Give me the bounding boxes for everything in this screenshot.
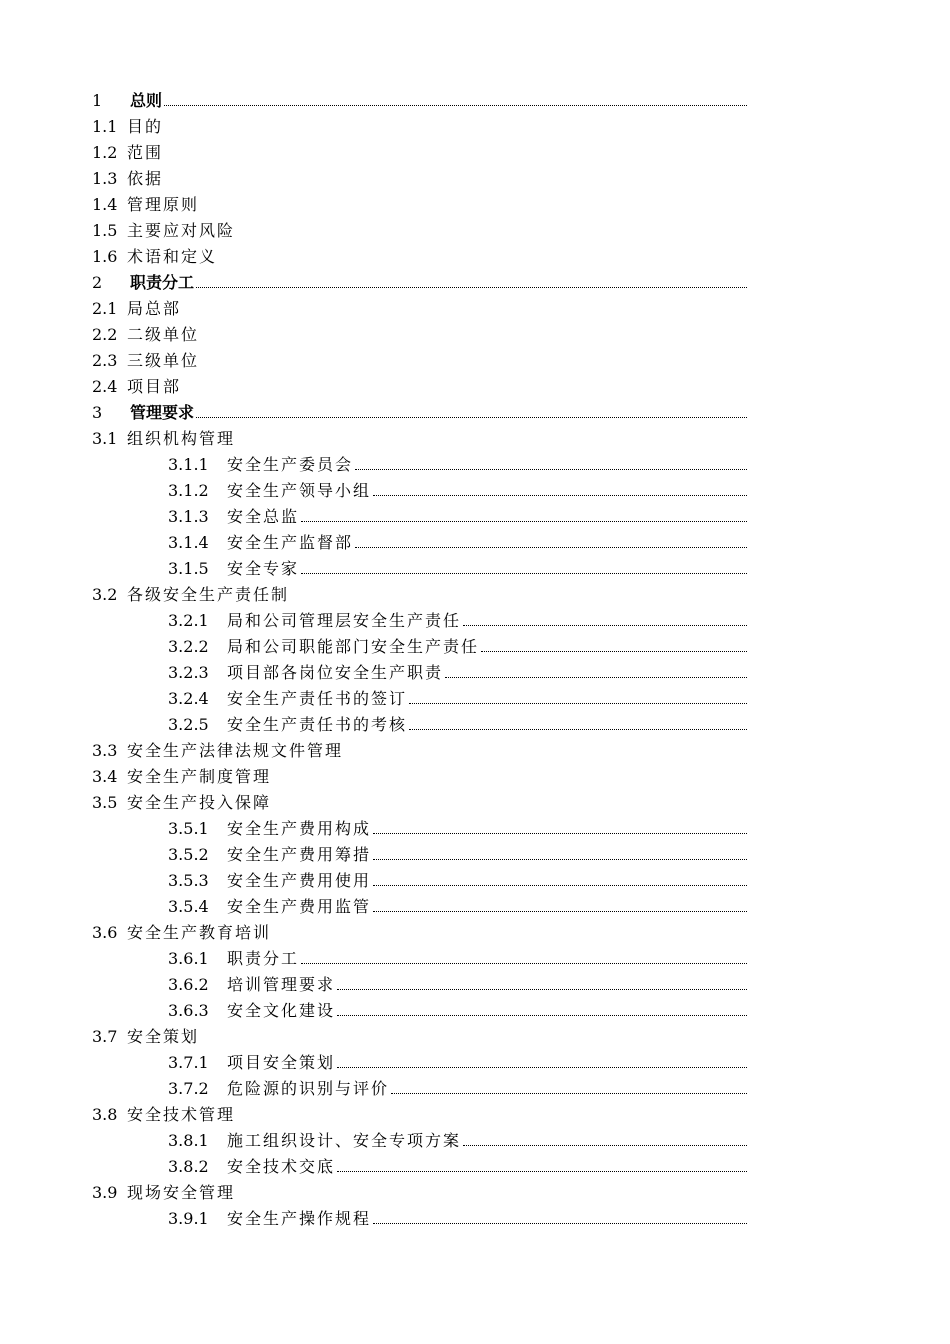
toc-dot-leader [337, 1015, 747, 1016]
toc-dot-leader [373, 495, 747, 496]
toc-entry[interactable] [0, 816, 950, 842]
toc-entry-title: 安全生产领导小组 [227, 481, 372, 500]
toc-entry-number: 3.8.1 [168, 1131, 209, 1150]
toc-entry-number: 3.4 [92, 767, 118, 786]
toc-entry-number: 3 [92, 403, 103, 422]
toc-entry-title: 三级单位 [127, 351, 200, 370]
toc-entry-title: 安全总监 [227, 507, 300, 526]
toc-entry[interactable] [0, 192, 950, 218]
toc-dot-leader [196, 417, 747, 418]
toc-entry-number: 3.1.5 [168, 559, 209, 578]
toc-entry-number: 1 [92, 91, 103, 110]
toc-entry[interactable] [0, 218, 950, 244]
toc-entry-number: 3.2 [92, 585, 118, 604]
toc-entry[interactable] [0, 166, 950, 192]
toc-entry[interactable] [0, 1050, 950, 1076]
toc-entry-number: 3.2.5 [168, 715, 209, 734]
toc-entry[interactable] [0, 348, 950, 374]
toc-entry-number: 3.9.1 [168, 1209, 209, 1228]
toc-entry[interactable] [0, 920, 950, 946]
toc-dot-leader [373, 885, 747, 886]
toc-entry-title: 安全生产制度管理 [127, 767, 272, 786]
toc-entry[interactable] [0, 1154, 950, 1180]
toc-entry-number: 2.3 [92, 351, 118, 370]
toc-entry-title: 安全生产责任书的考核 [227, 715, 408, 734]
toc-entry[interactable] [0, 1128, 950, 1154]
toc-dot-leader [337, 1171, 747, 1172]
toc-entry-title: 项目部 [127, 377, 182, 396]
toc-entry[interactable] [0, 426, 950, 452]
toc-entry[interactable] [0, 400, 950, 426]
toc-entry-number: 3.7.1 [168, 1053, 209, 1072]
toc-entry-number: 3.5.1 [168, 819, 209, 838]
toc-dot-leader [196, 287, 747, 288]
toc-entry-number: 3.2.2 [168, 637, 209, 656]
toc-entry-title: 安全生产责任书的签订 [227, 689, 408, 708]
toc-entry-number: 2.4 [92, 377, 118, 396]
toc-dot-leader [337, 1067, 747, 1068]
toc-entry[interactable] [0, 582, 950, 608]
toc-entry-number: 3.6 [92, 923, 118, 942]
toc-entry[interactable] [0, 946, 950, 972]
toc-entry-number: 3.7.2 [168, 1079, 209, 1098]
toc-entry-number: 1.5 [92, 221, 118, 240]
toc-entry-number: 3.1 [92, 429, 118, 448]
toc-entry[interactable] [0, 1102, 950, 1128]
toc-entry-title: 术语和定义 [127, 247, 218, 266]
toc-entry-title: 二级单位 [127, 325, 200, 344]
toc-entry-number: 3.3 [92, 741, 118, 760]
toc-entry-number: 3.1.1 [168, 455, 209, 474]
toc-dot-leader [355, 547, 747, 548]
toc-entry-title: 主要应对风险 [127, 221, 236, 240]
toc-entry-number: 3.5.4 [168, 897, 209, 916]
toc-entry-number: 1.4 [92, 195, 118, 214]
toc-entry[interactable] [0, 660, 950, 686]
toc-entry-number: 1.6 [92, 247, 118, 266]
toc-entry-title: 职责分工 [130, 273, 195, 292]
toc-entry-title: 安全生产委员会 [227, 455, 354, 474]
toc-entry-number: 3.5.2 [168, 845, 209, 864]
toc-entry-number: 3.8.2 [168, 1157, 209, 1176]
toc-entry-number: 2.1 [92, 299, 118, 318]
toc-entry-number: 3.6.2 [168, 975, 209, 994]
toc-entry[interactable] [0, 88, 950, 114]
toc-dot-leader [373, 859, 747, 860]
toc-entry[interactable] [0, 504, 950, 530]
toc-entry[interactable] [0, 1180, 950, 1206]
toc-entry[interactable] [0, 634, 950, 660]
toc-entry[interactable] [0, 842, 950, 868]
toc-entry-number: 3.9 [92, 1183, 118, 1202]
toc-entry[interactable] [0, 894, 950, 920]
toc-entry[interactable] [0, 868, 950, 894]
toc-entry-number: 3.6.3 [168, 1001, 209, 1020]
toc-entry-title: 各级安全生产责任制 [127, 585, 290, 604]
toc-entry-number: 3.5.3 [168, 871, 209, 890]
toc-entry[interactable] [0, 790, 950, 816]
toc-entry[interactable] [0, 114, 950, 140]
toc-entry-number: 3.2.3 [168, 663, 209, 682]
toc-entry[interactable] [0, 764, 950, 790]
toc-entry-title: 职责分工 [227, 949, 300, 968]
toc-entry-title: 现场安全管理 [127, 1183, 236, 1202]
toc-entry-number: 3.2.1 [168, 611, 209, 630]
toc-entry[interactable] [0, 998, 950, 1024]
toc-entry-title: 项目部各岗位安全生产职责 [227, 663, 444, 682]
toc-dot-leader [301, 573, 747, 574]
toc-entry-title: 安全策划 [127, 1027, 200, 1046]
toc-entry[interactable] [0, 1206, 950, 1232]
toc-entry-number: 2 [92, 273, 103, 292]
toc-entry-number: 3.5 [92, 793, 118, 812]
toc-entry[interactable] [0, 244, 950, 270]
toc-dot-leader [391, 1093, 747, 1094]
toc-entry-title: 项目安全策划 [227, 1053, 336, 1072]
toc-entry-number: 1.1 [92, 117, 118, 136]
toc-entry[interactable] [0, 478, 950, 504]
toc-entry[interactable] [0, 374, 950, 400]
toc-entry-title: 安全技术交底 [227, 1157, 336, 1176]
toc-entry-number: 3.1.2 [168, 481, 209, 500]
toc-dot-leader [355, 469, 747, 470]
toc-dot-leader [373, 833, 747, 834]
toc-entry[interactable] [0, 140, 950, 166]
toc-entry[interactable] [0, 608, 950, 634]
toc-entry[interactable] [0, 322, 950, 348]
toc-entry[interactable] [0, 686, 950, 712]
toc-entry-number: 1.2 [92, 143, 118, 162]
toc-entry-title: 安全生产操作规程 [227, 1209, 372, 1228]
toc-entry[interactable] [0, 296, 950, 322]
toc-entry-title: 组织机构管理 [127, 429, 236, 448]
toc-entry[interactable] [0, 738, 950, 764]
toc-entry-title: 安全生产投入保障 [127, 793, 272, 812]
toc-entry[interactable] [0, 270, 950, 296]
toc-entry[interactable] [0, 972, 950, 998]
toc-entry-title: 安全生产费用筹措 [227, 845, 372, 864]
toc-entry-number: 3.1.3 [168, 507, 209, 526]
toc-entry-title: 危险源的识别与评价 [227, 1079, 390, 1098]
toc-entry-title: 培训管理要求 [227, 975, 336, 994]
toc-entry[interactable] [0, 556, 950, 582]
toc-entry[interactable] [0, 1076, 950, 1102]
toc-dot-leader [337, 989, 747, 990]
toc-entry-title: 范围 [127, 143, 164, 162]
toc-dot-leader [301, 963, 747, 964]
toc-entry[interactable] [0, 1024, 950, 1050]
toc-entry[interactable] [0, 452, 950, 478]
toc-entry-title: 安全生产费用构成 [227, 819, 372, 838]
toc-dot-leader [164, 105, 747, 106]
toc-dot-leader [481, 651, 747, 652]
toc-entry-number: 3.2.4 [168, 689, 209, 708]
toc-entry-number: 3.1.4 [168, 533, 209, 552]
toc-entry[interactable] [0, 712, 950, 738]
toc-dot-leader [301, 521, 747, 522]
toc-entry-title: 安全专家 [227, 559, 300, 578]
toc-entry-number: 3.8 [92, 1105, 118, 1124]
toc-dot-leader [409, 703, 747, 704]
toc-entry-title: 管理要求 [130, 403, 195, 422]
toc-entry[interactable] [0, 530, 950, 556]
toc-entry-number: 2.2 [92, 325, 118, 344]
toc-entry-title: 依据 [127, 169, 164, 188]
toc-entry-title: 目的 [127, 117, 164, 136]
toc-entry-title: 安全生产教育培训 [127, 923, 272, 942]
table-of-contents [0, 88, 950, 1232]
toc-entry-title: 局和公司管理层安全生产责任 [227, 611, 462, 630]
toc-entry-title: 局和公司职能部门安全生产责任 [227, 637, 480, 656]
toc-entry-title: 安全技术管理 [127, 1105, 236, 1124]
toc-entry-title: 总则 [130, 91, 163, 110]
toc-dot-leader [373, 911, 747, 912]
toc-entry-title: 安全生产费用使用 [227, 871, 372, 890]
toc-entry-title: 安全文化建设 [227, 1001, 336, 1020]
toc-entry-title: 安全生产监督部 [227, 533, 354, 552]
toc-entry-number: 3.6.1 [168, 949, 209, 968]
toc-entry-title: 安全生产费用监管 [227, 897, 372, 916]
toc-dot-leader [445, 677, 747, 678]
toc-entry-title: 安全生产法律法规文件管理 [127, 741, 344, 760]
toc-entry-title: 管理原则 [127, 195, 200, 214]
toc-entry-title: 施工组织设计、安全专项方案 [227, 1131, 462, 1150]
toc-entry-number: 3.7 [92, 1027, 118, 1046]
toc-dot-leader [463, 625, 747, 626]
toc-dot-leader [373, 1223, 747, 1224]
toc-entry-number: 1.3 [92, 169, 118, 188]
toc-dot-leader [409, 729, 747, 730]
toc-entry-title: 局总部 [127, 299, 182, 318]
toc-dot-leader [463, 1145, 747, 1146]
